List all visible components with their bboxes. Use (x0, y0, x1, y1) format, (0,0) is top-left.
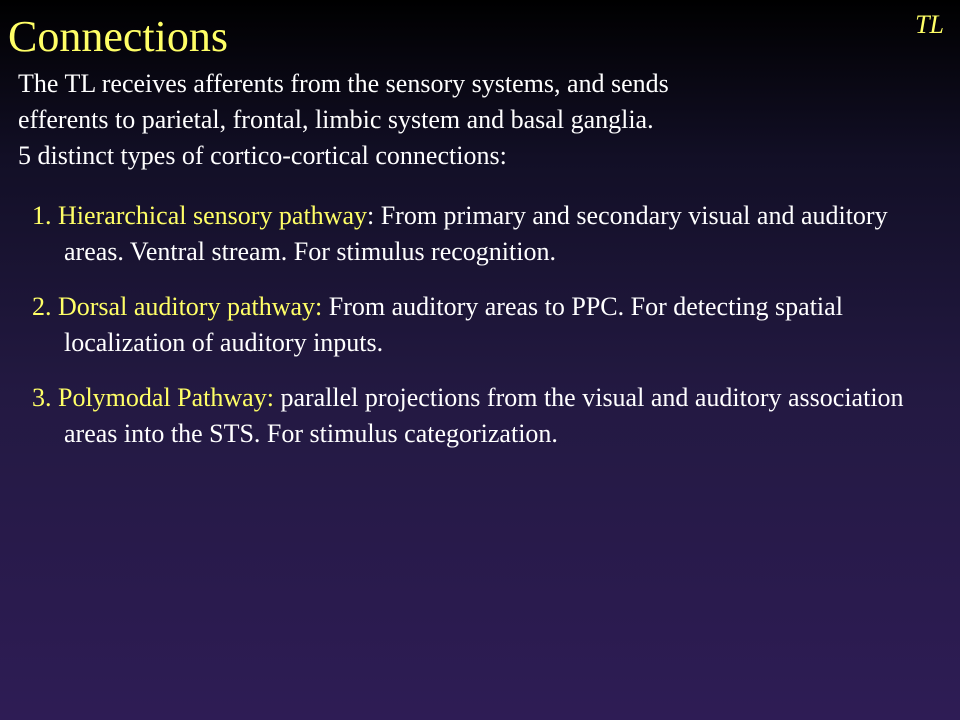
item-body: parallel projections from the visual and auditory association areas into the STS. For stimulus categorization. (64, 383, 904, 448)
intro-line: efferents to parietal, frontal, limbic system and basal ganglia. (18, 105, 654, 134)
item-body: From auditory areas to PPC. For detecting spatial localization of auditory inputs. (64, 292, 843, 357)
item-heading: Polymodal Pathway: (58, 383, 274, 412)
list-item (32, 380, 947, 452)
connection-list (32, 198, 947, 471)
list-item (32, 289, 947, 361)
item-body: From primary and secondary visual and auditory areas. Ventral stream. For stimulus recognition. (64, 201, 888, 266)
slide-title: Connections (8, 12, 228, 61)
item-heading: Dorsal auditory pathway: (58, 292, 323, 321)
item-heading: Hierarchical sensory pathway (58, 201, 367, 230)
list-item (32, 198, 947, 270)
item-number: 3. (32, 383, 52, 412)
item-number: 1. (32, 201, 52, 230)
item-number: 2. (32, 292, 52, 321)
slide-tag: TL (915, 10, 944, 39)
item-separator: : (366, 201, 375, 230)
intro-line: The TL receives afferents from the sensory systems, and sends (18, 69, 669, 98)
intro-text (18, 66, 938, 174)
intro-line: 5 distinct types of cortico-cortical connections: (18, 141, 507, 170)
